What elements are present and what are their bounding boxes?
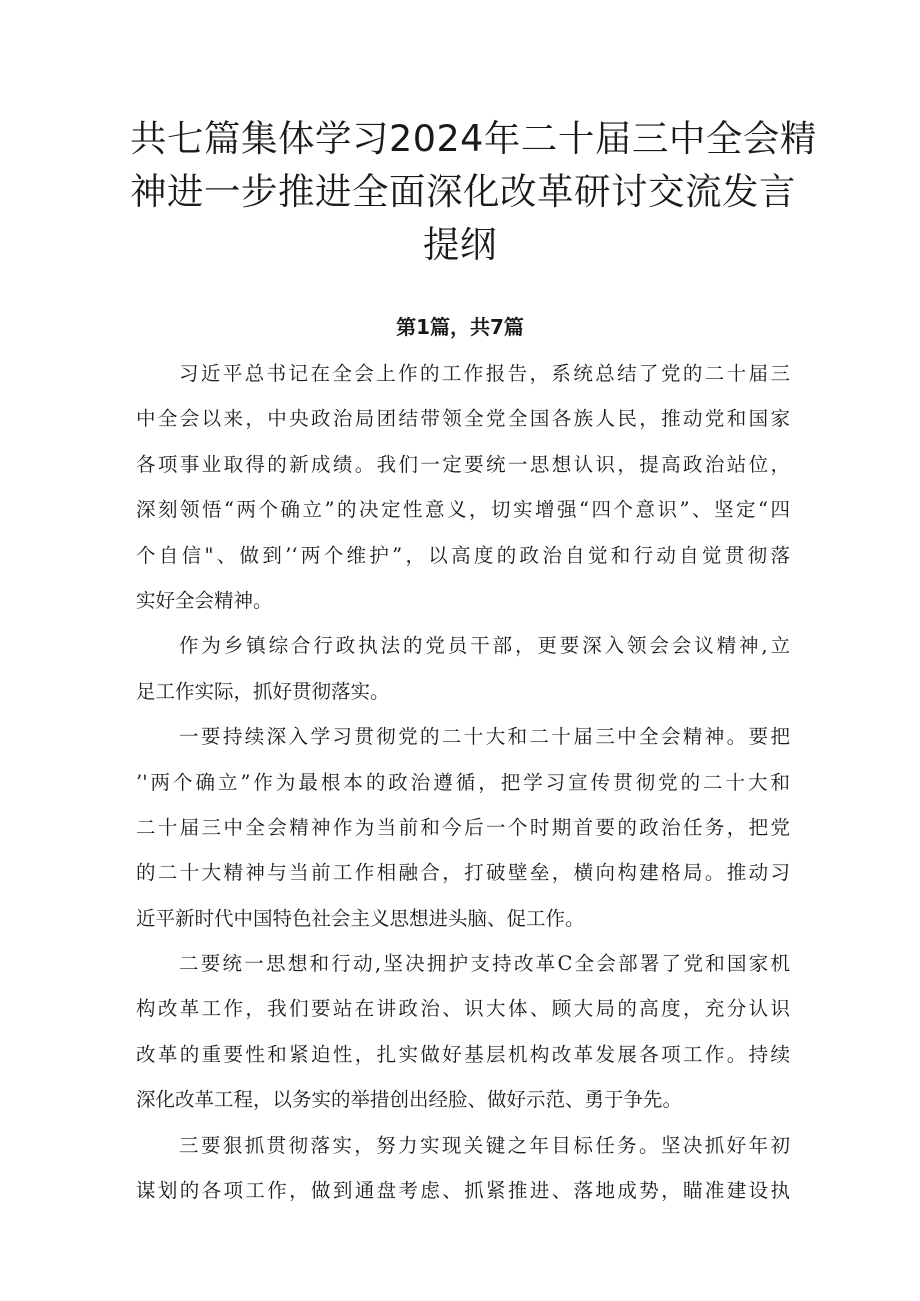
text-line: 三要狠抓贯彻落实，努力实现关键之年目标任务。坚决抓好年初 [179,1133,790,1157]
text-line: 作为乡镇综合行政执法的党员干部，更要深入领会会议精神,立 [179,634,790,658]
text-line: 习近平总书记在全会上作的工作报告，系统总结了党的二十届三 [179,362,790,385]
text-line: 二要统一思想和行动,坚决拥护支持改革C全会部署了党和国家机 [179,952,790,976]
text-line: 深化改革工程，以务实的举措创出经脸、做好示范、勇于争先。 [136,1088,683,1112]
text-line: ’'两个确立”作为最根本的政治遵循，把学习宣传贯彻党的二十大和 [136,770,790,794]
text-line: 各项事业取得的新成绩。我们一定要统一思想认识，提高政治站位， [136,452,790,476]
text-line: 足工作实际，抓好贯彻落实。 [136,679,390,703]
title-line: 共七篇集体学习2024年二十届三中全会精 [130,117,817,160]
paragraph-5 [136,1123,790,1214]
paragraph-2 [136,623,790,714]
paragraph-4 [136,941,790,1123]
document-body [136,351,790,1213]
paragraph-1 [136,351,790,623]
text-line: 个自信"、做到’‘两个维护”，以高度的政治自觉和行动自觉贯彻落 [136,543,790,567]
text-line: 构改革工作，我们要站在讲政治、识大体、顾大局的高度，充分认识 [136,997,790,1021]
document-title [130,112,817,271]
text-line: 实好全会精神。 [136,588,273,612]
text-line: 的二十大精神与当前工作相融合，打破壁垒，横向构建格局。推动习 [136,861,790,885]
title-line: 提纲 [423,223,497,266]
text-line: 改革的重要性和紧迫性，扎实做好基层机构改革发展各项工作。持续 [136,1042,790,1066]
text-line: 二十届三中全会精神作为当前和今后一个时期首要的政治任务，把党 [136,815,790,839]
text-line: 一要持续深入学习贯彻党的二十大和二十届三中全会精神。要把 [179,725,790,749]
text-line: 近平新时代中国特色社会主义思想进头脑、促工作。 [136,906,585,930]
text-line: 谋划的各项工作，做到通盘考虑、抓紧推进、落地成势，瞄准建设执 [136,1179,790,1203]
part-heading: 第1篇，共7篇 [396,315,524,339]
text-line: 深刻领悟“两个确立”的决定性意义，切实增强“四个意识”、坚定“四 [136,498,790,522]
paragraph-3 [136,714,790,941]
text-line: 中全会以来，中央政治局团结带领全党全国各族人民，推动党和国家 [136,407,790,431]
title-line: 神进一步推进全面深化改革研讨交流发言 [130,170,796,213]
